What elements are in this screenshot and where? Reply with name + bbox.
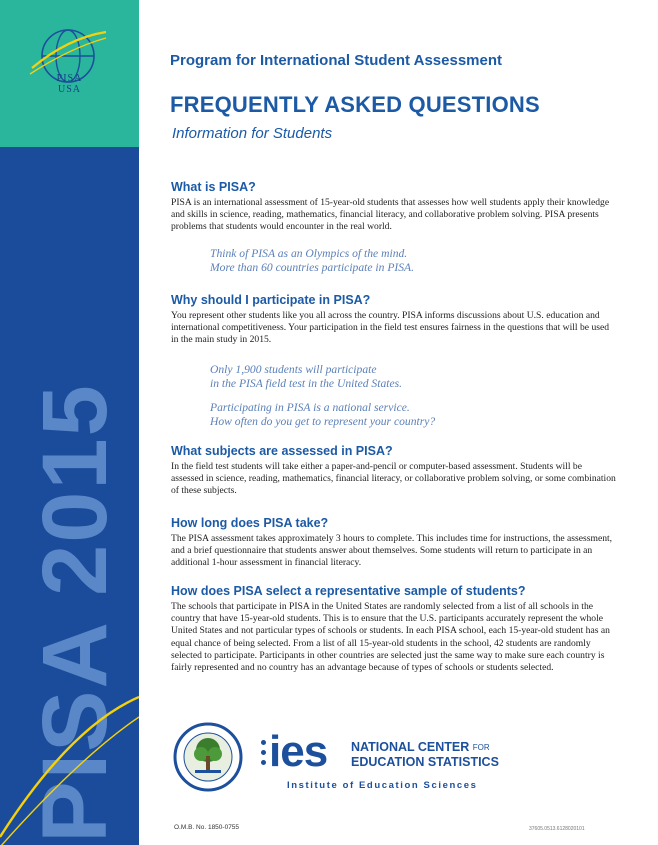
section-body: The PISA assessment takes approximately 3 hours to complete. This includes time for instructions, the assessment, and a brief questionnaire that students answer about themselves. Some students will return to participate in an additional 1-hour assessment in financial literacy.: [171, 533, 613, 569]
ies-wordmark: ies: [269, 727, 328, 776]
department-of-education-seal: [173, 722, 243, 792]
ies-dot: [261, 740, 266, 745]
section-body: In the field test students will take either a paper-and-pencil or computer-based assessment. Students will be assessed in science, reading, mathematics, financial literacy, or collaborative problem solving, or some combination of these subjects.: [171, 461, 616, 497]
quote-line: Participating in PISA is a national service.: [210, 401, 410, 414]
section-sample: [171, 584, 616, 674]
section-body: The schools that participate in PISA in the United States are randomly selected from a list of all schools in the country that have 15-year-old students. This is to ensure that the U.S. participants accurately represent the whole United States and not particular types of schools or students. In each PISA school, each 15-year-old student has an equal chance of being selected. From a list of all 15-year-old students in the school, 42 students are randomly selected to participate. Participants in other countries are selected just the same way to make sure each country is fairly represented and no country has an advantage because of types of schools or students selected.: [171, 601, 610, 674]
section-heading: How long does PISA take?: [171, 516, 329, 530]
quote-line: Think of PISA as an Olympics of the mind.: [210, 247, 408, 260]
vertical-title: PISA 2015: [24, 383, 126, 843]
section-body: You represent other students like you all across the country. PISA informs discussions about U.S. education and international competitiveness. Your participation in the field test ensures fairness in the questions that will be used in the main study in 2015.: [171, 310, 610, 346]
sidebar-title-panel: [0, 147, 139, 845]
logo-text-usa: USA: [57, 84, 81, 95]
page-subtitle: Information for Students: [172, 125, 333, 142]
pull-quote-olympics: [210, 247, 414, 275]
section-subjects: [171, 444, 616, 498]
section-what-is-pisa: [171, 180, 616, 234]
section-heading: How does PISA select a representative sample of students?: [171, 584, 526, 598]
pull-quote-students: [210, 363, 402, 391]
quote-line: More than 60 countries participate in PISA.: [210, 261, 415, 274]
section-heading: What subjects are assessed in PISA?: [171, 444, 393, 458]
quote-line: in the PISA field test in the United States.: [210, 377, 403, 390]
yellow-swoosh: [0, 687, 139, 845]
nces-name: [351, 740, 499, 769]
section-why-participate: [171, 293, 616, 347]
ies-dot: [261, 760, 266, 765]
sidebar-logo-panel: [0, 0, 139, 147]
nces-ies-logo: [261, 727, 561, 796]
section-how-long: [171, 516, 616, 570]
program-title: Program for International Student Assessment: [170, 52, 503, 69]
nces-for: FOR: [472, 743, 490, 752]
ies-full-name: Institute of Education Sciences: [287, 780, 478, 791]
section-body: PISA is an international assessment of 15-year-old students that assesses how well students apply their knowledge and skills in science, reading, mathematics, financial literacy, and collaborative problem solving. PISA presents problems that students would encounter in the real world.: [171, 197, 610, 233]
document-number: 37605.0513.6128020101: [529, 826, 585, 832]
main-content: [139, 0, 658, 845]
quote-line: Only 1,900 students will participate: [210, 363, 377, 376]
quote-line: How often do you get to represent your country?: [210, 415, 436, 428]
section-heading: Why should I participate in PISA?: [171, 293, 371, 307]
page-title: FREQUENTLY ASKED QUESTIONS: [170, 92, 540, 117]
omb-number: O.M.B. No. 1850-0755: [174, 824, 240, 831]
logo-text-pisa: PISA: [56, 73, 83, 84]
section-heading: What is PISA?: [171, 180, 256, 194]
pull-quote-national-service: [210, 401, 435, 429]
ies-dot: [261, 750, 266, 755]
nces-line-1: NATIONAL CENTER: [351, 740, 470, 754]
nces-line-2: EDUCATION STATISTICS: [351, 755, 499, 769]
